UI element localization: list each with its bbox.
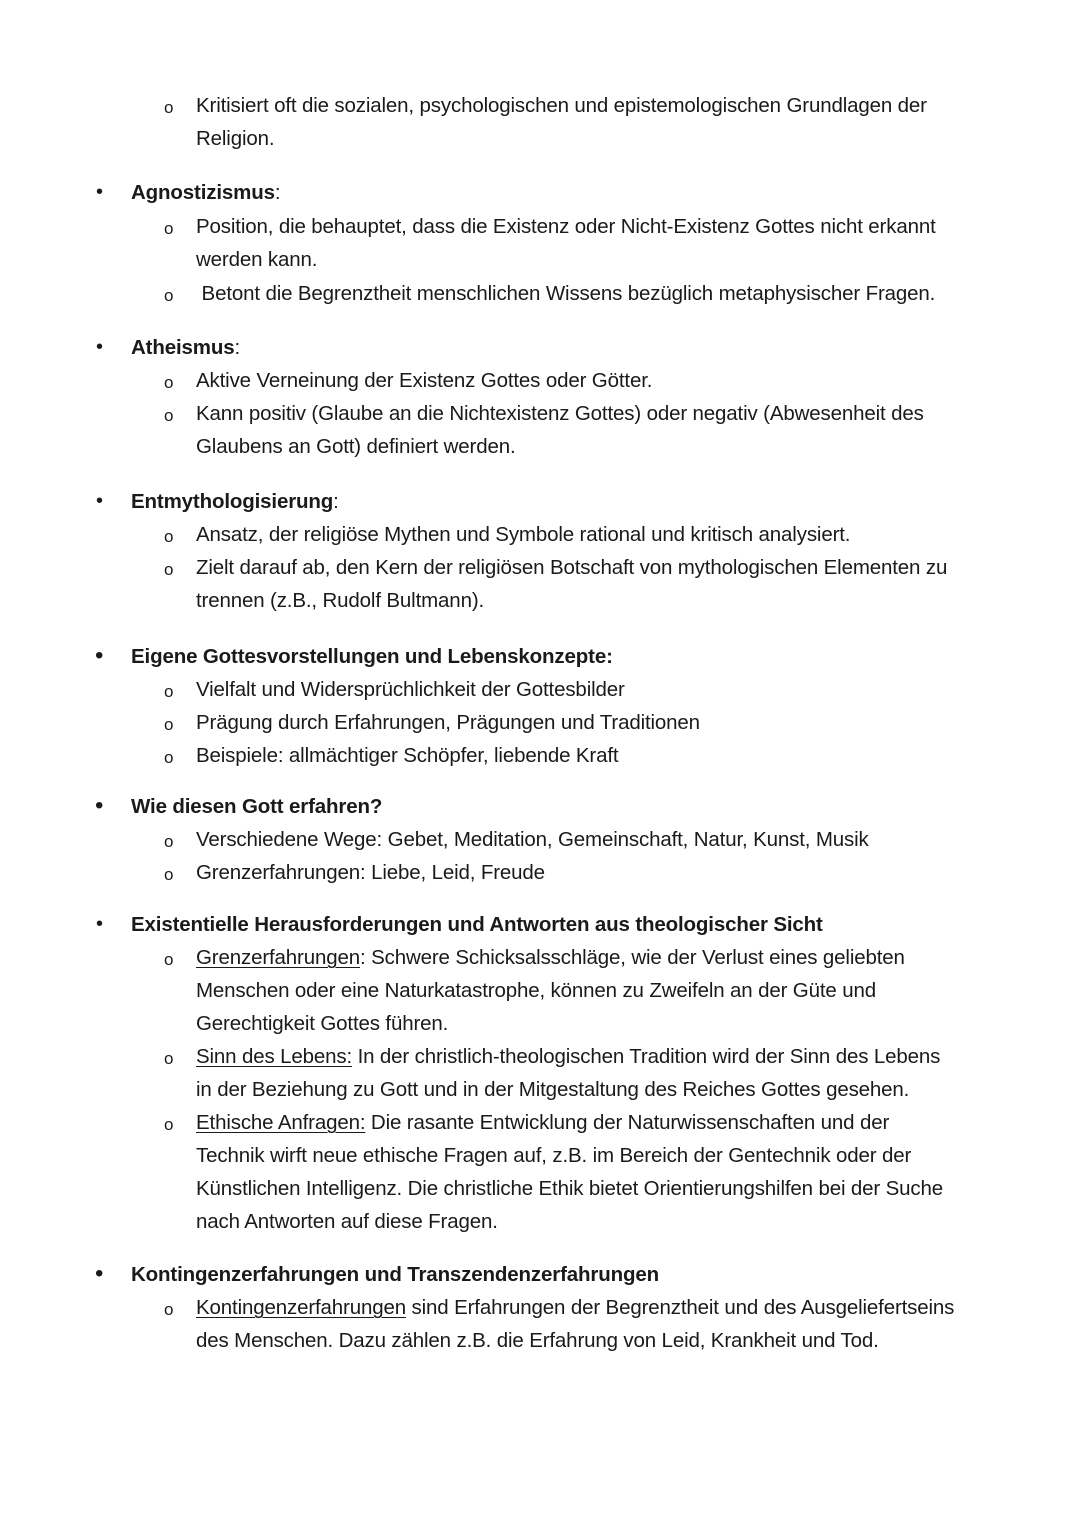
term-definition: : Schwere Schicksalsschläge, wie der Verlust eines geliebten: [359, 946, 905, 969]
sub-bullet-icon: o: [164, 1115, 174, 1134]
section-heading: [131, 176, 280, 209]
bullet-icon: •: [96, 490, 104, 512]
list-item-text: Grenzerfahrungen: Liebe, Leid, Freude: [196, 861, 545, 884]
sub-bullet-icon: o: [164, 1049, 174, 1068]
list-item-text: Menschen oder eine Naturkatastrophe, können zu Zweifeln an der Güte und: [196, 979, 876, 1002]
section-heading: Kontingenzerfahrungen und Transzendenzerfahrungen: [131, 1263, 659, 1286]
sub-bullet-icon: o: [164, 286, 174, 305]
sub-bullet-icon: o: [164, 527, 174, 546]
sub-bullet-icon: o: [164, 98, 174, 117]
list-item-text: Vielfalt und Widersprüchlichkeit der Gottesbilder: [196, 678, 625, 701]
heading-colon: :: [234, 336, 240, 359]
sub-bullet-icon: o: [164, 715, 174, 734]
list-item-text: Betont die Begrenztheit menschlichen Wissens bezüglich metaphysischer Fragen.: [196, 282, 936, 305]
term-definition: Die rasante Entwicklung der Naturwissenschaften und der: [365, 1111, 890, 1134]
term-sinn-des-lebens: Sinn des Lebens:: [196, 1045, 353, 1068]
heading-text: Agnostizismus: [131, 181, 275, 204]
list-item-text: Ansatz, der religiöse Mythen und Symbole rational und kritisch analysiert.: [196, 523, 851, 546]
list-item-text: Religion.: [196, 127, 275, 150]
sub-bullet-icon: o: [164, 219, 174, 238]
list-item-text: des Menschen. Dazu zählen z.B. die Erfahrung von Leid, Krankheit und Tod.: [196, 1329, 879, 1352]
sub-bullet-icon: o: [164, 373, 174, 392]
sub-bullet-icon: o: [164, 682, 174, 701]
section-heading: Wie diesen Gott erfahren?: [131, 795, 383, 818]
list-item-text: Zielt darauf ab, den Kern der religiösen Botschaft von mythologischen Elementen zu: [196, 556, 948, 579]
heading-colon: :: [333, 490, 339, 513]
heading-text: Entmythologisierung: [131, 490, 334, 513]
list-item-text: Kritisiert oft die sozialen, psychologischen und epistemologischen Grundlagen der: [196, 94, 927, 117]
sub-bullet-icon: o: [164, 748, 174, 767]
sub-bullet-icon: o: [164, 406, 174, 425]
list-item-text: Glaubens an Gott) definiert werden.: [196, 435, 516, 458]
sub-bullet-icon: o: [164, 865, 174, 884]
bullet-icon: •: [96, 181, 104, 203]
sub-bullet-icon: o: [164, 1300, 174, 1319]
bullet-icon: •: [95, 792, 104, 819]
term-grenzerfahrungen: Grenzerfahrungen: [196, 946, 360, 969]
list-item-text: Verschiedene Wege: Gebet, Meditation, Gemeinschaft, Natur, Kunst, Musik: [196, 828, 869, 851]
list-item-text: in der Beziehung zu Gott und in der Mitgestaltung des Reiches Gottes gesehen.: [196, 1078, 910, 1101]
section-heading: Existentielle Herausforderungen und Antworten aus theologischer Sicht: [131, 913, 823, 936]
list-item-text: Aktive Verneinung der Existenz Gottes oder Götter.: [196, 369, 653, 392]
section-heading: Eigene Gottesvorstellungen und Lebenskonzepte:: [131, 645, 613, 668]
sub-bullet-icon: o: [164, 560, 174, 579]
list-item-text: Technik wirft neue ethische Fragen auf, z.B. im Bereich der Gentechnik oder der: [196, 1144, 912, 1167]
term-kontingenzerfahrungen: Kontingenzerfahrungen: [196, 1296, 406, 1319]
bullet-icon: •: [95, 642, 104, 669]
list-item-text: Künstlichen Intelligenz. Die christliche Ethik bietet Orientierungshilfen bei der Suche: [196, 1177, 944, 1200]
list-item-text: werden kann.: [196, 248, 318, 271]
term-definition: In der christlich-theologischen Tradition wird der Sinn des Lebens: [352, 1045, 941, 1068]
list-item-text: Prägung durch Erfahrungen, Prägungen und Traditionen: [196, 711, 700, 734]
list-item-text: [196, 941, 905, 974]
section-heading: [131, 485, 339, 518]
list-item-text: [196, 1040, 940, 1073]
list-item-text: Gerechtigkeit Gottes führen.: [196, 1012, 449, 1035]
list-item-text: trennen (z.B., Rudolf Bultmann).: [196, 589, 485, 612]
list-item-text: nach Antworten auf diese Fragen.: [196, 1210, 498, 1233]
bullet-icon: •: [96, 913, 104, 935]
term-definition: sind Erfahrungen der Begrenztheit und des Ausgeliefertseins: [406, 1296, 955, 1319]
heading-text: Atheismus: [131, 336, 235, 359]
term-ethische-anfragen: Ethische Anfragen:: [196, 1111, 366, 1134]
list-item-text: Position, die behauptet, dass die Existenz oder Nicht-Existenz Gottes nicht erkannt: [196, 215, 936, 238]
list-item-text: Kann positiv (Glaube an die Nichtexistenz Gottes) oder negativ (Abwesenheit des: [196, 402, 924, 425]
sub-bullet-icon: o: [164, 950, 174, 969]
list-item-text: [196, 1106, 889, 1139]
section-heading: [131, 331, 240, 364]
heading-colon: :: [274, 181, 281, 204]
list-item-text: Beispiele: allmächtiger Schöpfer, liebende Kraft: [196, 744, 619, 767]
list-item-text: [196, 1291, 954, 1324]
bullet-icon: •: [96, 336, 104, 358]
bullet-icon: •: [95, 1260, 104, 1287]
sub-bullet-icon: o: [164, 832, 174, 851]
